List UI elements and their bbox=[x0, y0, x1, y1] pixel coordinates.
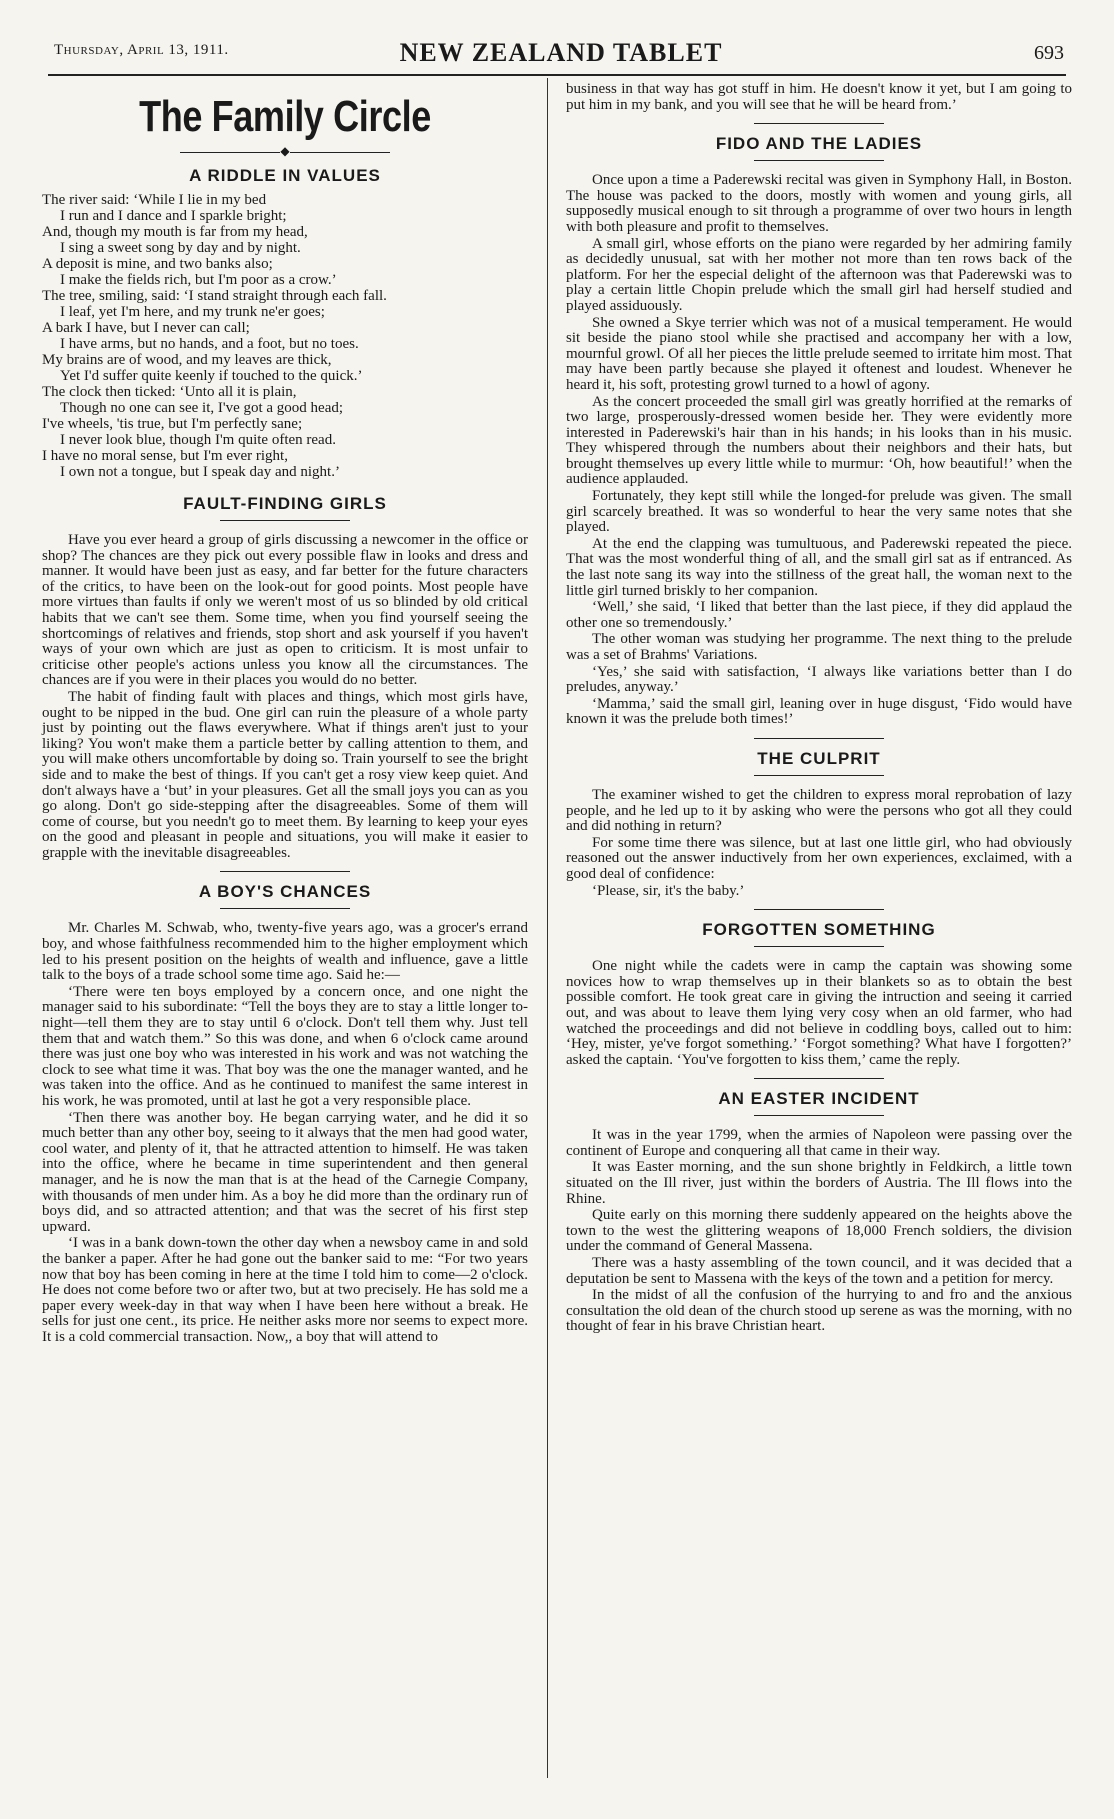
article-paragraph: ‘Well,’ she said, ‘I liked that better than the last piece, if they did applaud the other one so tremendously.’ bbox=[566, 599, 1072, 631]
article-paragraph: ‘Mamma,’ said the small girl, leaning over in huge disgust, ‘Fido would have known it was the prelude both times!’ bbox=[566, 695, 1072, 728]
poem-line: My brains are of wood, and my leaves are thick, bbox=[42, 352, 332, 368]
riddle-heading: A RIDDLE IN VALUES bbox=[189, 166, 381, 185]
header-rule bbox=[48, 74, 1066, 76]
article-paragraph: It was in the year 1799, when the armies of Napoleon were passing over the continent of Europe and conquering all that came in their way. bbox=[566, 1127, 1072, 1159]
ornament-divider bbox=[42, 146, 528, 156]
article-paragraph: In the midst of all the confusion of the hurrying to and fro and the anxious consultation the old dean of the church stood up serene as was the morning, with no thought of fear in his brave Christian heart. bbox=[566, 1287, 1072, 1335]
boys-chances-heading: A BOY'S CHANCES bbox=[198, 882, 372, 902]
article-paragraph: Have you ever heard a group of girls discussing a newcomer in the office or shop? The chances are they pick out every possible flaw in looks and dress and manner. It would have been just as easy, and far better for the future characters of the critics, to have been on the look-out for good points. Most people have more virtues than faults if only we weren't most of us so blinded by old critical habits that we can't see them. Some time, when you find yourself seeing the shortcomings of relatives and friends, stop short and ask yourself if you haven't ways of your own which are just as open to criticism. It is most unfair to criticise other people's actions unless you know all the circumstances. The chances are if you were in their places you would do no better. bbox=[42, 532, 528, 689]
article-paragraph: ‘Then there was another boy. He began carrying water, and he did it so much better than any other boy, seeing to it always that the men had good water, cool water, and plenty of it, that he attracted attention to himself. He was taken into the office, where he became in time superintendent and then general manager, and he is now the man that is at the head of the Carnegie Company, with thousands of men under him. As a boy he did more than the ordinary run of boys did, and so attracted attention; and that was the secret of his first step upward. bbox=[42, 1109, 528, 1235]
poem-line: I own not a tongue, but I speak day and night.’ bbox=[60, 464, 340, 480]
section-rule bbox=[754, 123, 884, 124]
poem-line: I have no moral sense, but I'm ever right, bbox=[42, 448, 288, 464]
article-paragraph: As the concert proceeded the small girl was greatly horrified at the remarks of two large, prosperously-dressed women beside her. They were evidently more interested in Paderewski's hair than in his hands; in his looks than in his music. They whispered through the numbers about their neighbors and their hats, but brought themselves up every little while to murmur: ‘Oh, how beautiful!’ when the audience applauded. bbox=[566, 393, 1072, 488]
article-paragraph: At the end the clapping was tumultuous, and Paderewski repeated the piece. That was the most wonderful thing of all, and the small girl sat as if entranced. As the last note sang its way into the stillness of the great hall, the woman next to the little girl turned briskly to her companion. bbox=[566, 535, 1072, 599]
article-paragraph: There was a hasty assembling of the town council, and it was decided that a deputation be sent to Massena with the keys of the town and a petition for mercy. bbox=[566, 1255, 1072, 1287]
fido-heading: FIDO AND THE LADIES bbox=[715, 134, 923, 154]
article-paragraph: For some time there was silence, but at last one little girl, who had obviously reasoned out the answer inductively from her own experiences, exclaimed, with a good deal of confidence: bbox=[566, 834, 1072, 882]
article-paragraph: The examiner wished to get the children to express moral reprobation of lazy people, and he led up to it by asking who were the persons who got all they could and did nothing in return? bbox=[566, 786, 1072, 835]
section-rule bbox=[220, 871, 350, 872]
poem-line: I sing a sweet song by day and by night. bbox=[60, 240, 301, 256]
page-header bbox=[48, 38, 1074, 78]
section-rule bbox=[754, 738, 884, 739]
heading-rule bbox=[754, 160, 884, 161]
article-paragraph: It was Easter morning, and the sun shone brightly in Feldkirch, a little town situated on the Ill river, just within the borders of Austria. The Ill flows into the Rhine. bbox=[566, 1159, 1072, 1207]
article-paragraph: Mr. Charles M. Schwab, who, twenty-five years ago, was a grocer's errand boy, and whose faithfulness recommended him to the higher employment which led to his present position on the heights of wealth and influence, gave a little talk to the boys of a trade school some time ago. Said he:— bbox=[42, 920, 528, 984]
article-paragraph: ‘There were ten boys employed by a concern once, and one night the manager said to his subordinate: “Tell the boys they are to stay a little longer to-night—tell them they are to stay until 6 o'clock. Don't tell them why. Just tell them that and watch them.” So this was done, and when 6 o'clock came around there was just one boy who was interested in his work and was not watching the clock to see what time it was. That boy was the one the manager wanted, and he was taken into the office. And as he continued to manifest the same interest in his work, he was promoted, until at last he got a very responsible place. bbox=[42, 983, 528, 1109]
poem-line: I leaf, yet I'm here, and my trunk ne'er goes; bbox=[60, 304, 325, 320]
poem-line: And, though my mouth is far from my head, bbox=[42, 224, 308, 240]
right-column bbox=[566, 82, 1072, 1336]
culprit-heading: THE CULPRIT bbox=[757, 748, 881, 768]
poem-line: A deposit is mine, and two banks also; bbox=[42, 256, 273, 272]
article-paragraph: Fortunately, they kept still while the longed-for prelude was given. The small girl scarcely breathed. It was so wonderful to hear the very same notes that she played. bbox=[566, 488, 1072, 536]
left-column bbox=[42, 86, 528, 1347]
masthead-title: NEW ZEALAND TABLET bbox=[399, 38, 723, 67]
article-paragraph: One night while the cadets were in camp the captain was showing some novices how to wrap themselves up in their blankets so as to obtain the best possible comfort. He took great care in giving the intruction and seeing it carried out, and was about to leave them lying very cosy when an old farmer, who had watched the proceedings and did not believe in coddling boys, called out to him: ‘Hey, mister, ye've forgot something.’ ‘Forgot something? What have I forgotten?’ asked the captain. ‘You've forgotten to kiss them,’ came the reply. bbox=[566, 958, 1072, 1068]
poem-line: The clock then ticked: ‘Unto all it is plain, bbox=[42, 384, 297, 400]
article-paragraph: She owned a Skye terrier which was not of a musical temperament. He would sit beside the piano stool while she practised and accompany her with a low, mournful growl. Of all her pieces the little prelude seemed to irritate him most. That may have been partly because she played it oftenest and loudest. Whenever he heard it, his soft, protesting growl turned to a howl of agony. bbox=[566, 314, 1072, 393]
diamond-ornament-icon: ◆ bbox=[280, 144, 290, 158]
poem-line: I run and I dance and I sparkle bright; bbox=[60, 208, 287, 224]
heading-rule bbox=[220, 908, 350, 909]
heading-rule bbox=[220, 520, 350, 521]
poem-line: Yet I'd suffer quite keenly if touched to the quick.’ bbox=[60, 368, 363, 384]
poem-line: I never look blue, though I'm quite often read. bbox=[60, 432, 336, 448]
column-divider bbox=[547, 78, 548, 1778]
article-paragraph: ‘Yes,’ she said with satisfaction, ‘I always like variations better than I do preludes, anyway.’ bbox=[566, 663, 1072, 696]
poem-line: Though no one can see it, I've got a good head; bbox=[60, 400, 344, 416]
article-paragraph: ‘Please, sir, it's the baby.’ bbox=[592, 882, 745, 899]
page-number: 693 bbox=[1034, 42, 1064, 64]
article-paragraph: The habit of finding fault with places and things, which most girls have, ought to be nipped in the bud. One girl can ruin the pleasure of a whole party just by pointing out the flaws everywhere. What if things aren't just to your liking? You won't make them a particle better by calling attention to them, and you will make others uncomfortable by doing so. Train yourself to see the bright side and to make the best of things. If you can't get a rosy view keep quiet. And don't always have a ‘but’ in your pleasures. Get all the small joys you can as you go along. Don't go side-stepping after the disagreeables. Some of them will come of course, but you needn't go to meet them. By learning to keep your eyes on the good and pleasant in people and situations, you will make it easier to grapple with the inevitable disagreeables. bbox=[42, 688, 528, 861]
article-paragraph: The other woman was studying her programme. The next thing to the prelude was a set of Brahms' Variations. bbox=[566, 631, 1072, 663]
article-paragraph: business in that way has got stuff in him. He doesn't know it yet, but I am going to put him in my bank, and you will see that he will be heard from.’ bbox=[566, 81, 1072, 113]
article-paragraph: Quite early on this morning there suddenly appeared on the heights above the town to the west the glittering weapons of 18,000 French soldiers, the division under the command of General Massena. bbox=[566, 1207, 1072, 1255]
poem-line: The tree, smiling, said: ‘I stand straight through each fall. bbox=[42, 288, 387, 304]
section-rule bbox=[754, 909, 884, 910]
article-paragraph: A small girl, whose efforts on the piano were regarded by her admiring family as decidedly unusual, sat with her mother not more than ten rows back of the platform. For her the especial delight of the afternoon was that Paderewski was to play a certain little Chopin prelude which the small girl had herself studied and played assiduously. bbox=[566, 235, 1072, 314]
forgotten-heading: FORGOTTEN SOMETHING bbox=[702, 920, 936, 940]
poem-line: I have arms, but no hands, and a foot, but no toes. bbox=[60, 336, 359, 352]
heading-rule bbox=[754, 946, 884, 947]
issue-date: Thursday, April 13, 1911. bbox=[54, 42, 229, 58]
poem-line: I've wheels, 'tis true, but I'm perfectly sane; bbox=[42, 416, 303, 432]
riddle-poem bbox=[42, 192, 528, 480]
fault-finding-heading: FAULT-FINDING GIRLS bbox=[183, 494, 387, 513]
heading-rule bbox=[754, 1115, 884, 1116]
easter-heading: AN EASTER INCIDENT bbox=[718, 1089, 920, 1109]
article-paragraph: ‘I was in a bank down-town the other day when a newsboy came in and sold the banker a paper. After he had gone out the banker said to me: “For two years now that boy has been coming in here at the time I told him to come—2 o'clock. He does not come before two or after two, but at two precisely. He has sold me a paper every week-day in that way when I have been here without a break. He sells for just one cent., its price. He neither asks more nor seems to expect more. It is a cold commercial transaction. Now,, a boy that will attend to bbox=[42, 1235, 528, 1345]
section-rule bbox=[754, 1078, 884, 1079]
poem-line: The river said: ‘While I lie in my bed bbox=[42, 192, 267, 208]
poem-line: I make the fields rich, but I'm poor as a crow.’ bbox=[60, 272, 337, 288]
article-paragraph: Once upon a time a Paderewski recital was given in Symphony Hall, in Boston. The house was packed to the doors, mostly with women and young girls, all supposedly musical enough to sit through a programme of over two hours in length with both pleasure and profit to themselves. bbox=[566, 172, 1072, 235]
poem-line: A bark I have, but I never can call; bbox=[42, 320, 250, 336]
section-banner: The Family Circle bbox=[139, 92, 431, 141]
heading-rule bbox=[754, 775, 884, 776]
